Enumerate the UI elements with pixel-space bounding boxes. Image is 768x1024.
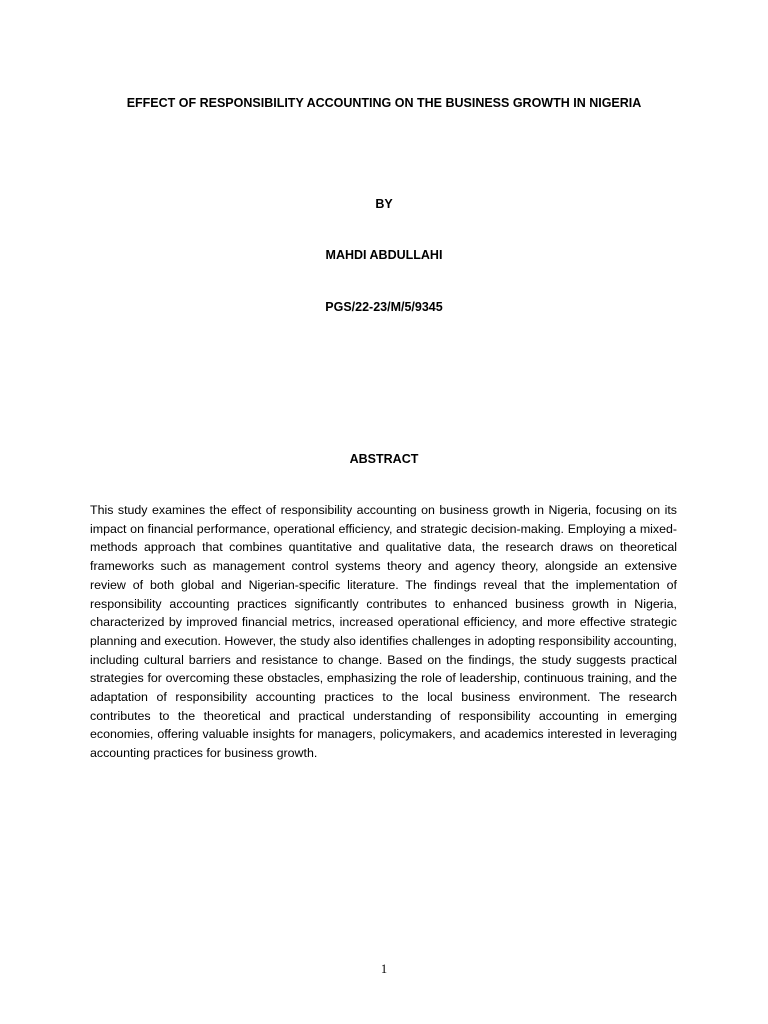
registration-number: PGS/22-23/M/5/9345 (325, 300, 443, 314)
by-label: BY (375, 197, 393, 211)
abstract-body: This study examines the effect of responsibility accounting on business growth in Nigeria, focusing on its impact on financial performance, operational efficiency, and strategic decision-making. Employing a mixed-methods approach that combines quantitative and qualitative data, the research draws on theoretical frameworks such as management control systems theory and agency theory, alongside an extensive review of both global and Nigerian-specific literature. The findings reveal that the implementation of responsibility accounting practices significantly contributes to enhanced business growth in Nigeria, characterized by improved financial metrics, increased operational efficiency, and more effective strategic planning and execution. However, the study also identifies challenges in adopting responsibility accounting, including cultural barriers and resistance to change. Based on the findings, the study suggests practical strategies for overcoming these obstacles, emphasizing the role of leadership, continuous training, and the adaptation of responsibility accounting practices to the local business environment. The research contributes to the theoretical and practical understanding of responsibility accounting in emerging economies, offering valuable insights for managers, policymakers, and academics interested in leveraging accounting practices for business growth. (90, 503, 677, 761)
page-number: 1 (380, 962, 388, 976)
abstract-heading: ABSTRACT (349, 452, 419, 466)
document-title: EFFECT OF RESPONSIBILITY ACCOUNTING ON THE BUSINESS GROWTH IN NIGERIA (126, 96, 642, 110)
author-name: MAHDI ABDULLAHI (325, 248, 443, 262)
